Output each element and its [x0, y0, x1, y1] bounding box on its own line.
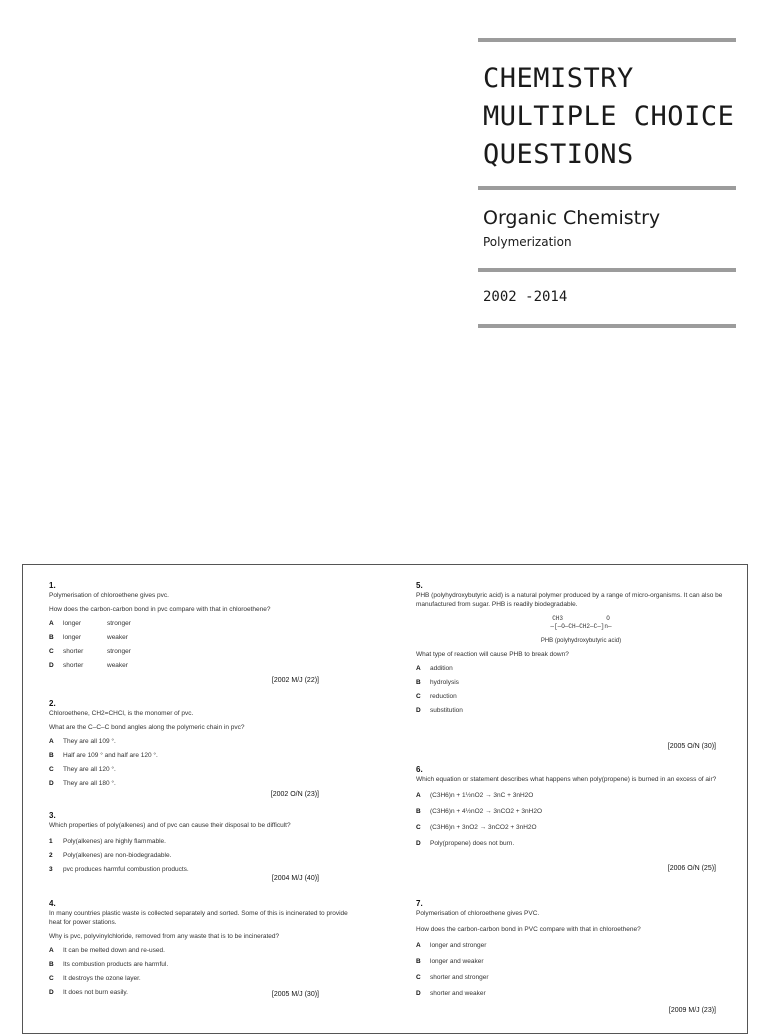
option	[416, 989, 746, 998]
question-number: 5.	[416, 581, 423, 590]
option-letter: D	[49, 780, 54, 787]
question-text: Which equation or statement describes what happens when poly(propene) is burned in an excess of air?	[416, 776, 717, 783]
option-letter: C	[416, 974, 421, 981]
question-number: 4.	[49, 899, 56, 908]
option-text: It can be melted down and re-used.	[63, 947, 165, 954]
option-text: substitution	[430, 707, 463, 714]
option-letter: C	[49, 975, 54, 982]
question-1	[49, 581, 349, 670]
option-text: They are all 109 °.	[63, 738, 116, 745]
cover-rule-2	[478, 186, 736, 190]
option	[49, 960, 349, 969]
question-5	[416, 581, 746, 715]
option	[49, 647, 349, 656]
option-letter: D	[416, 707, 421, 714]
question-number: 1.	[49, 581, 56, 590]
question-sheet	[22, 564, 748, 1034]
option-text: pvc produces harmful combustion products.	[63, 866, 189, 873]
cover-topic: Polymerization	[483, 235, 572, 249]
option-text: stronger	[107, 620, 131, 627]
option	[49, 751, 349, 760]
question-number: 7.	[416, 899, 423, 908]
cover-rule-top	[478, 38, 736, 42]
option	[416, 839, 746, 848]
question-number: 6.	[416, 765, 423, 774]
option	[49, 946, 349, 955]
option-letter: D	[416, 840, 421, 847]
option	[49, 851, 349, 860]
option	[416, 664, 746, 673]
option-letter: C	[49, 648, 54, 655]
cover-subject: Organic Chemistry	[483, 207, 661, 229]
question-number: 2.	[49, 699, 56, 708]
option-text: It destroys the ozone layer.	[63, 975, 141, 982]
question-text: Which properties of poly(alkenes) and of pvc can cause their disposal to be difficult?	[49, 822, 291, 829]
option	[416, 807, 746, 816]
option-text: reduction	[430, 693, 457, 700]
option-letter: A	[49, 620, 54, 627]
option-letter: D	[49, 662, 54, 669]
question-2	[49, 699, 349, 788]
cover-years: 2002 -2014	[483, 289, 568, 305]
option-text: longer	[63, 620, 82, 627]
question-text: In many countries plastic waste is collected separately and sorted. Some of this is incinerated to provide heat for power stations.	[49, 910, 348, 926]
cover-title	[483, 60, 753, 174]
option-letter: C	[49, 766, 54, 773]
structure-chain: —[—O—CH—CH2—C—]n—	[550, 623, 612, 630]
option-letter: A	[416, 942, 421, 949]
option	[49, 633, 349, 642]
question-4	[49, 899, 349, 997]
option-text: They are all 180 °.	[63, 780, 116, 787]
option-letter: B	[49, 752, 54, 759]
option-letter: C	[416, 693, 421, 700]
option	[416, 823, 746, 832]
option	[416, 706, 746, 715]
question-7	[416, 899, 746, 998]
question-reference: [2002 M/J (22)]	[271, 677, 319, 684]
option-letter: A	[49, 947, 54, 954]
option-text: Its combustion products are harmful.	[63, 961, 169, 968]
option-letter: 3	[49, 866, 53, 873]
option-letter: D	[49, 989, 54, 996]
question-prompt: What type of reaction will cause PHB to break down?	[416, 651, 569, 658]
option-text: Half are 109 ° and half are 120 °.	[63, 752, 158, 759]
option-text: (C3H6)n + 1½nO2 → 3nC + 3nH2O	[430, 792, 534, 799]
option-text: Poly(alkenes) are non-biodegradable.	[63, 852, 172, 859]
option	[49, 974, 349, 983]
question-text: Polymerisation of chloroethene gives pvc.	[49, 592, 169, 599]
option-letter: 2	[49, 852, 53, 859]
option-letter: B	[416, 679, 421, 686]
question-text: PHB (polyhydroxybutyric acid) is a natural polymer produced by a range of micro-organisms. It can also be manufactured from sugar. PHB is readily biodegradable.	[416, 592, 723, 608]
question-reference: [2009 M/J (23)]	[668, 1007, 716, 1014]
option-text: (C3H6)n + 4½nO2 → 3nCO2 + 3nH2O	[430, 808, 543, 815]
question-reference: [2005 M/J (30)]	[271, 991, 319, 998]
option-letter: B	[416, 958, 421, 965]
option-text: shorter	[63, 662, 84, 669]
option	[416, 791, 746, 800]
question-reference: [2006 O/N (25)]	[667, 865, 716, 872]
option	[416, 678, 746, 687]
option-letter: D	[416, 990, 421, 997]
question-prompt: Why is pvc, polyvinylchloride, removed from any waste that is to be incinerated?	[49, 933, 280, 940]
option-text: longer and weaker	[430, 958, 484, 965]
option-letter: A	[416, 665, 421, 672]
option	[49, 837, 349, 846]
option	[49, 661, 349, 670]
cover-title-line: CHEMISTRY	[483, 63, 634, 94]
question-prompt: How does the carbon-carbon bond in pvc compare with that in chloroethene?	[49, 606, 271, 613]
option-text: They are all 120 °.	[63, 766, 116, 773]
question-reference: [2002 O/N (23)]	[270, 791, 319, 798]
option-text: addition	[430, 665, 453, 672]
structure-caption: PHB (polyhydroxybutyric acid)	[540, 638, 622, 644]
option-text: Poly(alkenes) are highly flammable.	[63, 838, 166, 845]
question-prompt: How does the carbon-carbon bond in PVC compare with that in chloroethene?	[416, 926, 641, 933]
option	[49, 779, 349, 788]
option	[416, 957, 746, 966]
option-text: Poly(propene) does not burn.	[430, 840, 515, 847]
phb-structure	[416, 615, 746, 645]
option-text: shorter and stronger	[430, 974, 489, 981]
option-text: stronger	[107, 648, 131, 655]
option	[49, 865, 349, 874]
question-reference: [2004 M/J (40)]	[271, 875, 319, 882]
option-text: (C3H6)n + 3nO2 → 3nCO2 + 3nH2O	[430, 824, 537, 831]
question-number: 3.	[49, 811, 56, 820]
option-text: shorter and weaker	[430, 990, 486, 997]
option-text: longer	[63, 634, 82, 641]
question-reference: [2005 O/N (30)]	[667, 743, 716, 750]
option-letter: B	[49, 961, 54, 968]
cover-title-line: QUESTIONS	[483, 139, 634, 170]
option	[416, 973, 746, 982]
structure-substituents: CH3 O	[552, 615, 610, 622]
option-letter: 1	[49, 838, 53, 845]
option-text: It does not burn easily.	[63, 989, 128, 996]
option-text: weaker	[107, 662, 128, 669]
option	[49, 619, 349, 628]
option-letter: C	[416, 824, 421, 831]
option-text: hydrolysis	[430, 679, 459, 686]
option-letter: A	[49, 738, 54, 745]
question-text: Chloroethene, CH2=CHCl, is the monomer of pvc.	[49, 710, 194, 717]
question-text: Polymerisation of chloroethene gives PVC.	[416, 910, 540, 917]
option	[49, 737, 349, 746]
cover-title-line: MULTIPLE CHOICE	[483, 101, 735, 132]
cover-rule-3	[478, 268, 736, 272]
question-prompt: What are the C–C–C bond angles along the polymeric chain in pvc?	[49, 724, 245, 731]
option	[416, 941, 746, 950]
option-text: weaker	[107, 634, 128, 641]
option	[416, 692, 746, 701]
option-text: shorter	[63, 648, 84, 655]
option-letter: B	[416, 808, 421, 815]
cover-rule-bottom	[478, 324, 736, 328]
option-letter: B	[49, 634, 54, 641]
question-6	[416, 765, 746, 848]
option	[49, 765, 349, 774]
option-text: longer and stronger	[430, 942, 487, 949]
question-3	[49, 811, 349, 874]
option-letter: A	[416, 792, 421, 799]
